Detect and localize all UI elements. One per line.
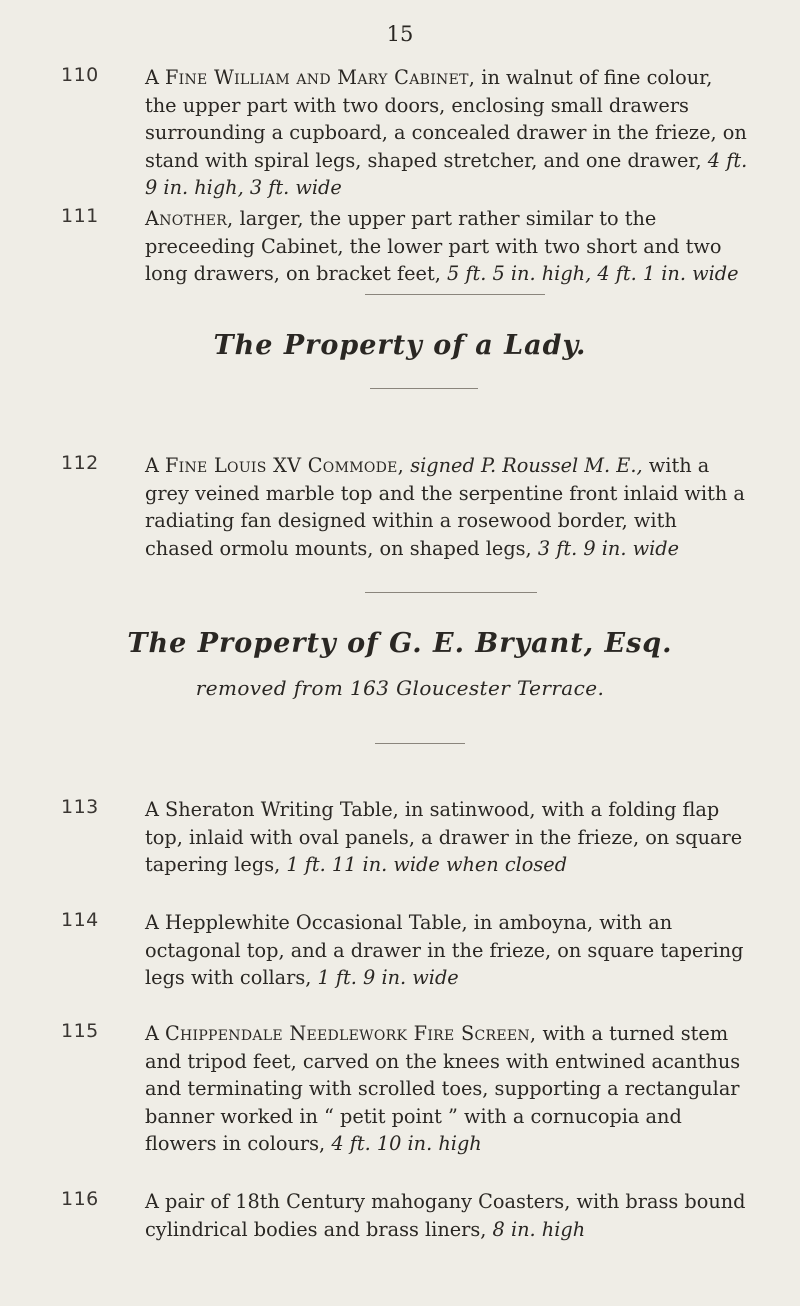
lot-description (145, 1188, 750, 1243)
lot-text: A Sheraton Writing Table, in satinwood, with a folding flap top, inlaid with oval panels, a drawer in the frieze, on square tapering legs, (145, 798, 743, 876)
lot-description (145, 205, 750, 288)
divider (375, 743, 465, 744)
section-title: The Property of G. E. Bryant, Esq. (127, 628, 673, 659)
lot-dimensions: 4 ft. 9 in. high, 3 ft. wide (145, 148, 748, 199)
lot-text: with a grey veined marble top and the serpentine front inlaid with a radiating fan designed within a rosewood border, with chased ormolu mounts, on shaped legs, (145, 454, 745, 560)
divider (365, 592, 537, 593)
lot-heading: Fine William and Mary Cabinet, (164, 66, 476, 89)
lot-number: 114 (61, 909, 99, 931)
lot-dimensions: 1 ft. 9 in. wide (317, 966, 459, 989)
lot-heading: Fine Louis XV Commode, (164, 454, 405, 477)
section-title: The Property of a Lady. (213, 330, 587, 361)
lot-text: in walnut of fine colour, the upper part with two doors, enclosing small drawers surrounding a cupboard, a concealed drawer in the frieze, on stand with spiral legs, shaped stretcher, and one drawer, (145, 66, 747, 172)
lot-description (145, 796, 750, 879)
lot-description (145, 64, 750, 202)
section-subtitle: removed from 163 Gloucester Terrace. (195, 676, 605, 700)
lot-dimensions: 1 ft. 11 in. wide when closed (286, 853, 568, 876)
lot-text: larger, the upper part rather similar to the preceeding Cabinet, the lower part with two short and two long drawers, on bracket feet, (145, 207, 722, 285)
lot-description (145, 452, 750, 562)
lot-number: 112 (61, 452, 99, 474)
lot-heading: Chippendale Needlework Fire Screen, (164, 1022, 537, 1045)
lot-heading: Another, (145, 207, 234, 230)
lot-dimensions: 8 in. high (492, 1217, 586, 1241)
lot-number: 115 (61, 1020, 99, 1042)
lot-number: 110 (61, 64, 99, 86)
lot-prefix: A (145, 66, 159, 89)
lot-text: A Hepplewhite Occasional Table, in amboyna, with an octagonal top, and a drawer in the frieze, on square tapering legs with collars, (145, 911, 744, 989)
lot-dimensions: 4 ft. 10 in. high (331, 1132, 482, 1155)
divider (370, 388, 478, 389)
lot-dimensions: 5 ft. 5 in. high, 4 ft. 1 in. wide (446, 262, 739, 285)
lot-number: 113 (61, 796, 99, 818)
lot-prefix: A (145, 454, 159, 477)
lot-description (145, 1020, 750, 1158)
page-number: 15 (386, 22, 414, 46)
lot-dimensions: 3 ft. 9 in. wide (537, 536, 680, 560)
lot-number: 111 (61, 205, 99, 227)
lot-text: A pair of 18th Century mahogany Coasters, with brass bound cylindrical bodies and brass liners, (145, 1190, 746, 1241)
lot-number: 116 (61, 1188, 99, 1210)
divider (365, 294, 545, 295)
lot-text: with a turned stem and tripod feet, carved on the knees with entwined acanthus and terminating with scrolled toes, supporting a rectangular banner worked in “ petit point ” with a cornucopia and flowers in colours, (145, 1022, 741, 1155)
lot-prefix: A (145, 1022, 159, 1045)
lot-signature: signed P. Roussel M. E., (404, 454, 643, 477)
lot-description (145, 909, 750, 992)
